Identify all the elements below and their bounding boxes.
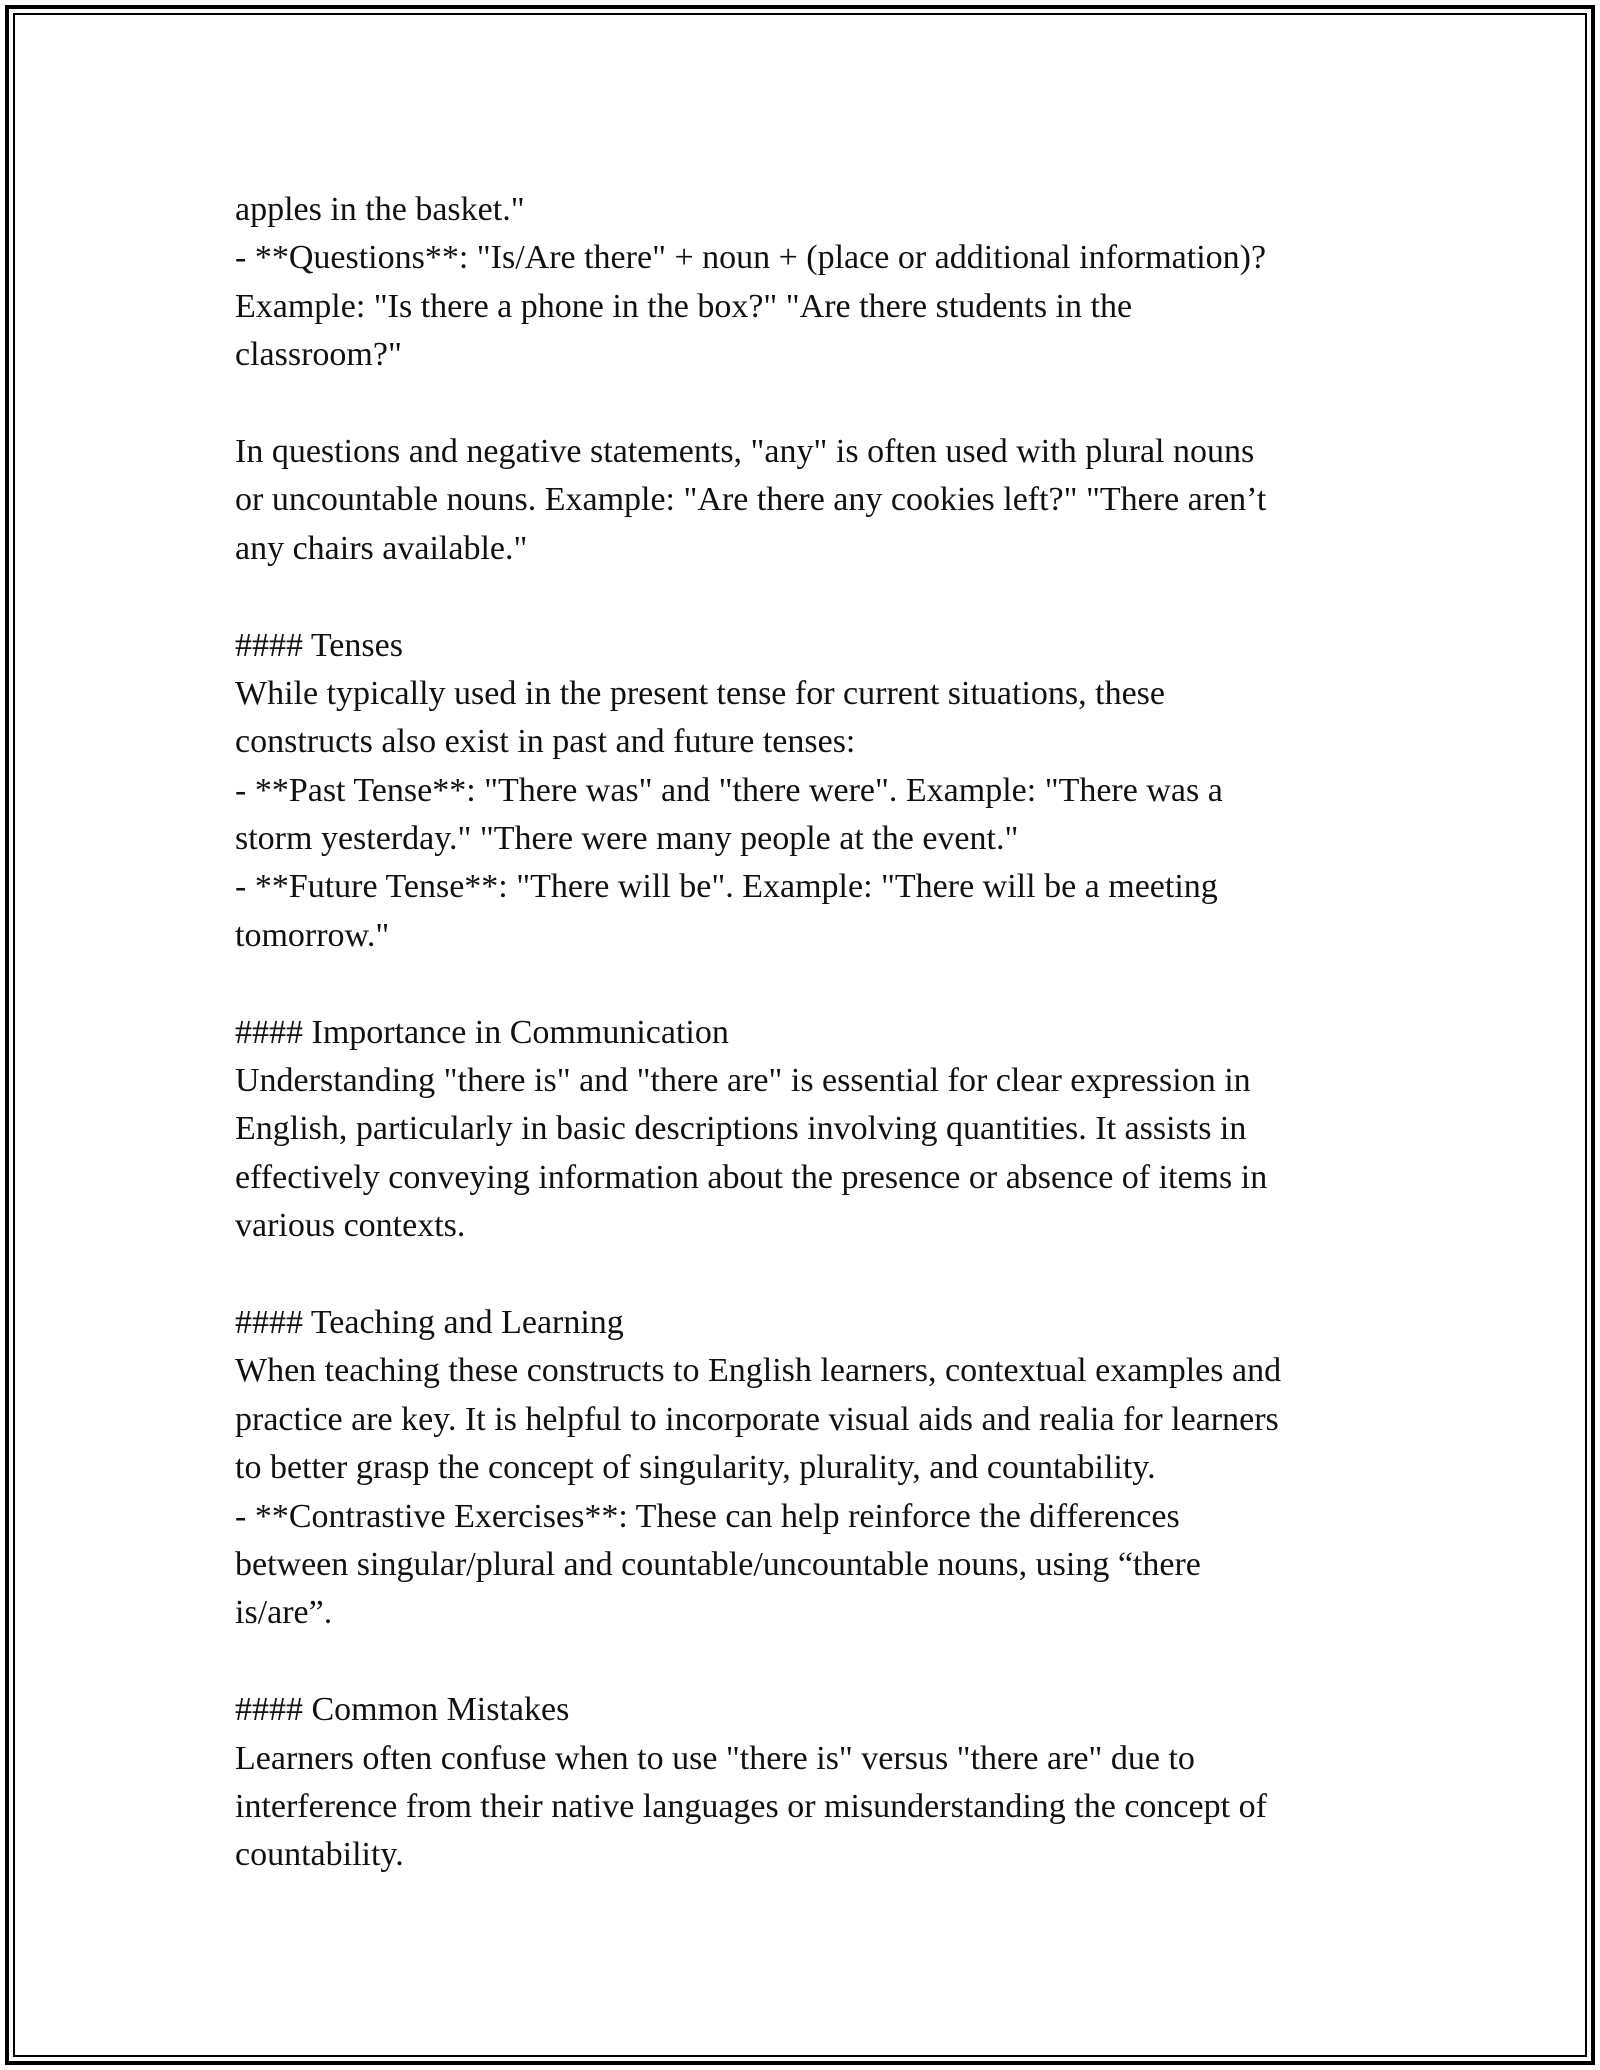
text-line: between singular/plural and countable/uncountable nouns, using “there <box>235 1545 1201 1583</box>
text-line: effectively conveying information about the presence or absence of items in <box>235 1158 1268 1196</box>
text-line: When teaching these constructs to English learners, contextual examples and <box>235 1352 1282 1390</box>
text-line: various contexts. <box>235 1207 466 1245</box>
text-line: - **Contrastive Exercises**: These can help reinforce the differences <box>235 1497 1180 1535</box>
section-importance <box>235 1009 1375 1251</box>
text-line: to better grasp the concept of singularity, plurality, and countability. <box>235 1449 1156 1487</box>
document-body <box>235 186 1375 1880</box>
text-line: Understanding "there is" and "there are" is essential for clear expression in <box>235 1062 1251 1100</box>
paragraph-spacer <box>235 573 1375 621</box>
text-line: is/are”. <box>235 1594 333 1632</box>
paragraph-spacer <box>235 960 1375 1008</box>
text-line: constructs also exist in past and future tenses: <box>235 723 856 761</box>
text-line: classroom?" <box>235 336 402 374</box>
section-tenses <box>235 622 1375 961</box>
text-line: - **Past Tense**: "There was" and "there were". Example: "There was a <box>235 771 1223 809</box>
text-line: tomorrow." <box>235 916 390 954</box>
text-line: English, particularly in basic descriptions involving quantities. It assists in <box>235 1110 1247 1148</box>
text-line: - **Future Tense**: "There will be". Example: "There will be a meeting <box>235 868 1218 906</box>
paragraph-spacer <box>235 1251 1375 1299</box>
text-line: countability. <box>235 1836 404 1874</box>
text-line: or uncountable nouns. Example: "Are there any cookies left?" "There aren’t <box>235 481 1267 519</box>
text-line: Learners often confuse when to use "there is" versus "there are" due to <box>235 1739 1195 1777</box>
section-teaching <box>235 1299 1375 1638</box>
text-line: practice are key. It is helpful to incorporate visual aids and realia for learners <box>235 1400 1279 1438</box>
paragraph-questions <box>235 186 1375 380</box>
text-line: apples in the basket." <box>235 191 525 228</box>
text-line: any chairs available." <box>235 529 528 567</box>
section-heading: #### Teaching and Learning <box>235 1303 624 1341</box>
section-heading: #### Tenses <box>235 626 403 664</box>
text-line: Example: "Is there a phone in the box?" "Are there students in the <box>235 287 1133 325</box>
text-line: - **Questions**: "Is/Are there" + noun + (place or additional information)? <box>235 239 1267 277</box>
paragraph-spacer <box>235 380 1375 428</box>
text-line: In questions and negative statements, "any" is often used with plural nouns <box>235 432 1255 470</box>
text-line: While typically used in the present tense for current situations, these <box>235 674 1166 712</box>
text-line: storm yesterday." "There were many people at the event." <box>235 820 1019 858</box>
section-common-mistakes <box>235 1686 1375 1880</box>
text-line: interference from their native languages or misunderstanding the concept of <box>235 1787 1267 1825</box>
section-heading: #### Common Mistakes <box>235 1691 570 1729</box>
section-heading: #### Importance in Communication <box>235 1013 729 1051</box>
paragraph-spacer <box>235 1638 1375 1686</box>
paragraph-any-usage <box>235 428 1375 573</box>
